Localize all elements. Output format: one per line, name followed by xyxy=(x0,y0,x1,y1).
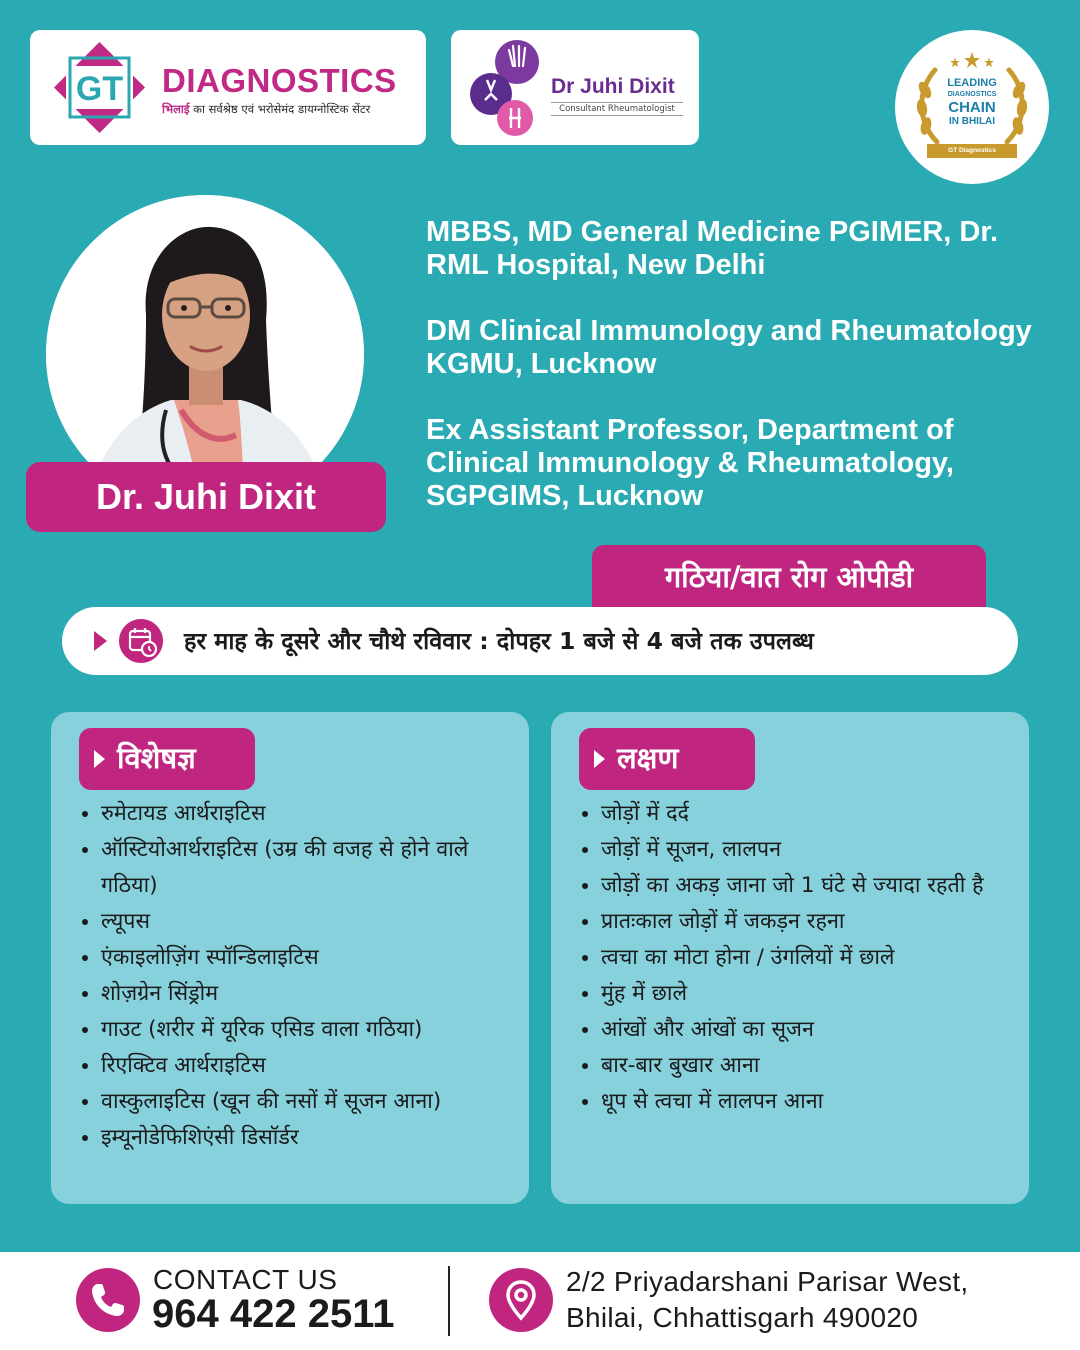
symptoms-list xyxy=(581,796,1001,1120)
list-item: शोज़ग्रेन सिंड्रोम xyxy=(81,976,501,1012)
play-arrow-icon xyxy=(94,631,107,651)
list-item: आंखों और आंखों का सूजन xyxy=(581,1012,1001,1048)
contact-label: CONTACT US xyxy=(153,1264,338,1295)
doctor-logo-name: Dr Juhi Dixit xyxy=(551,75,675,98)
list-item: मुंह में छाले xyxy=(581,976,1001,1012)
schedule-bar xyxy=(62,607,1018,675)
gt-diagnostics-logo-card xyxy=(30,30,426,145)
list-item: वास्कुलाइटिस (खून की नसों में सूजन आना) xyxy=(81,1084,501,1120)
list-item: इम्यूनोडेफिशिएंसी डिसॉर्डर xyxy=(81,1120,501,1156)
specialties-panel xyxy=(51,712,529,1204)
doctor-logo-subtitle: Consultant Rheumatologist xyxy=(551,102,683,116)
contact-phone[interactable]: 964 422 2511 xyxy=(152,1292,395,1336)
qualifications xyxy=(426,216,1056,546)
list-item: जोड़ों में दर्द xyxy=(581,796,1001,832)
address xyxy=(566,1264,969,1336)
gt-tagline-text: का सर्वश्रेष्ठ एवं भरोसेमंद डायग्नोस्टिक सेंटर xyxy=(189,102,371,116)
list-item: बार-बार बुखार आना xyxy=(581,1048,1001,1084)
footer-contact xyxy=(0,1252,1080,1350)
gt-brand-name: DIAGNOSTICS xyxy=(162,62,397,99)
phone-icon[interactable] xyxy=(76,1268,140,1332)
joint-logo-icon xyxy=(469,36,539,140)
play-arrow-icon xyxy=(94,750,105,768)
symptoms-panel xyxy=(551,712,1029,1204)
qualification-3: Ex Assistant Professor, Department of Clinical Immunology & Rheumatology, SGPGIMS, Lucknow xyxy=(426,414,954,512)
list-item: जोड़ों में सूजन, लालपन xyxy=(581,832,1001,868)
schedule-text: हर माह के दूसरे और चौथे रविवार : दोपहर 1 बजे से 4 बजे तक उपलब्ध xyxy=(184,627,814,655)
list-item: रिएक्टिव आर्थराइटिस xyxy=(81,1048,501,1084)
list-item: धूप से त्वचा में लालपन आना xyxy=(581,1084,1001,1120)
list-item: त्वचा का मोटा होना / उंगलियों में छाले xyxy=(581,940,1001,976)
list-item: रुमेटायड आर्थराइटिस xyxy=(81,796,501,832)
badge-line3: CHAIN xyxy=(948,99,996,116)
list-item: जोड़ों का अकड़ जाना जो 1 घंटे से ज्यादा रहती है xyxy=(581,868,1001,904)
badge-line2: DIAGNOSTICS xyxy=(947,91,997,98)
gt-tagline-city: भिलाई xyxy=(162,102,190,116)
badge-line1: LEADING xyxy=(947,77,997,89)
gt-logo-icon xyxy=(52,40,147,135)
badge-ribbon: GT Diagnostics xyxy=(927,144,1017,158)
badge-line4: IN BHILAI xyxy=(948,116,996,127)
specialties-tab xyxy=(79,728,255,790)
symptoms-tab xyxy=(579,728,755,790)
specialties-list xyxy=(81,796,501,1156)
doctor-logo-card xyxy=(451,30,699,145)
qualification-2: DM Clinical Immunology and Rheumatology KGMU, Lucknow xyxy=(426,315,1032,380)
list-item: ऑस्टियोआर्थराइटिस (उम्र की वजह से होने वाले गठिया) xyxy=(81,832,501,904)
list-item: गाउट (शरीर में यूरिक एसिड वाला गठिया) xyxy=(81,1012,501,1048)
location-pin-icon[interactable] xyxy=(489,1268,553,1332)
specialties-title: विशेषज्ञ xyxy=(117,741,196,775)
list-item: एंकाइलोज़िंग स्पॉन्डिलाइटिस xyxy=(81,940,501,976)
footer-divider xyxy=(448,1266,450,1336)
calendar-clock-icon xyxy=(119,619,163,663)
symptoms-title: लक्षण xyxy=(617,741,679,775)
play-arrow-icon xyxy=(594,750,605,768)
gt-tagline xyxy=(162,102,370,117)
leading-chain-badge xyxy=(895,30,1049,184)
doctor-name-plate: Dr. Juhi Dixit xyxy=(26,462,386,532)
gt-logo-mark: GT xyxy=(75,70,124,108)
badge-text xyxy=(895,78,1049,127)
list-item: ल्यूपस xyxy=(81,904,501,940)
qualification-1: MBBS, MD General Medicine PGIMER, Dr. RML Hospital, New Delhi xyxy=(426,216,999,281)
address-line1: 2/2 Priyadarshani Parisar West, xyxy=(566,1266,969,1297)
list-item: प्रातःकाल जोड़ों में जकड़न रहना xyxy=(581,904,1001,940)
address-line2: Bhilai, Chhattisgarh 490020 xyxy=(566,1302,919,1333)
opd-title: गठिया/वात रोग ओपीडी xyxy=(592,545,986,609)
